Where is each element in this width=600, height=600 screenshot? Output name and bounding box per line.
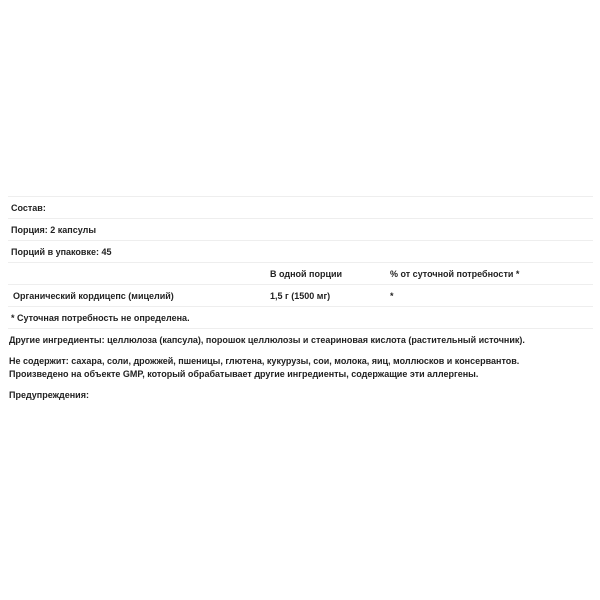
table-row	[8, 197, 593, 219]
table-row	[8, 285, 593, 307]
ingredient-name: Органический кордицепс (мицелий)	[13, 291, 174, 301]
servings-per-container: Порций в упаковке: 45	[11, 247, 112, 257]
allergen-free-statement: Не содержит: сахара, соли, дрожжей, пшеницы, глютена, кукурузы, сои, молока, яиц, моллюсков и консервантов.	[9, 356, 520, 366]
warnings-heading: Предупреждения:	[9, 390, 89, 400]
serving-size: Порция: 2 капсулы	[11, 225, 97, 235]
table-header-row	[8, 263, 593, 285]
gmp-statement: Произведено на объекте GMP, который обрабатывает другие ингредиенты, содержащие эти аллергены.	[9, 369, 479, 379]
ingredient-daily-value: *	[390, 291, 394, 301]
composition-label: Состав:	[11, 203, 46, 213]
column-header-per-serving: В одной порции	[270, 269, 343, 279]
table-row	[8, 219, 593, 241]
ingredient-amount: 1,5 г (1500 мг)	[270, 291, 331, 301]
supplement-facts-table	[8, 196, 593, 329]
table-footnote-row	[8, 307, 593, 329]
table-row	[8, 241, 593, 263]
other-ingredients: Другие ингредиенты: целлюлоза (капсула), порошок целлюлозы и стеариновая кислота (растительный источник).	[9, 335, 525, 345]
footnote: * Суточная потребность не определена.	[11, 313, 190, 323]
column-header-daily-value: % от суточной потребности *	[390, 269, 520, 279]
